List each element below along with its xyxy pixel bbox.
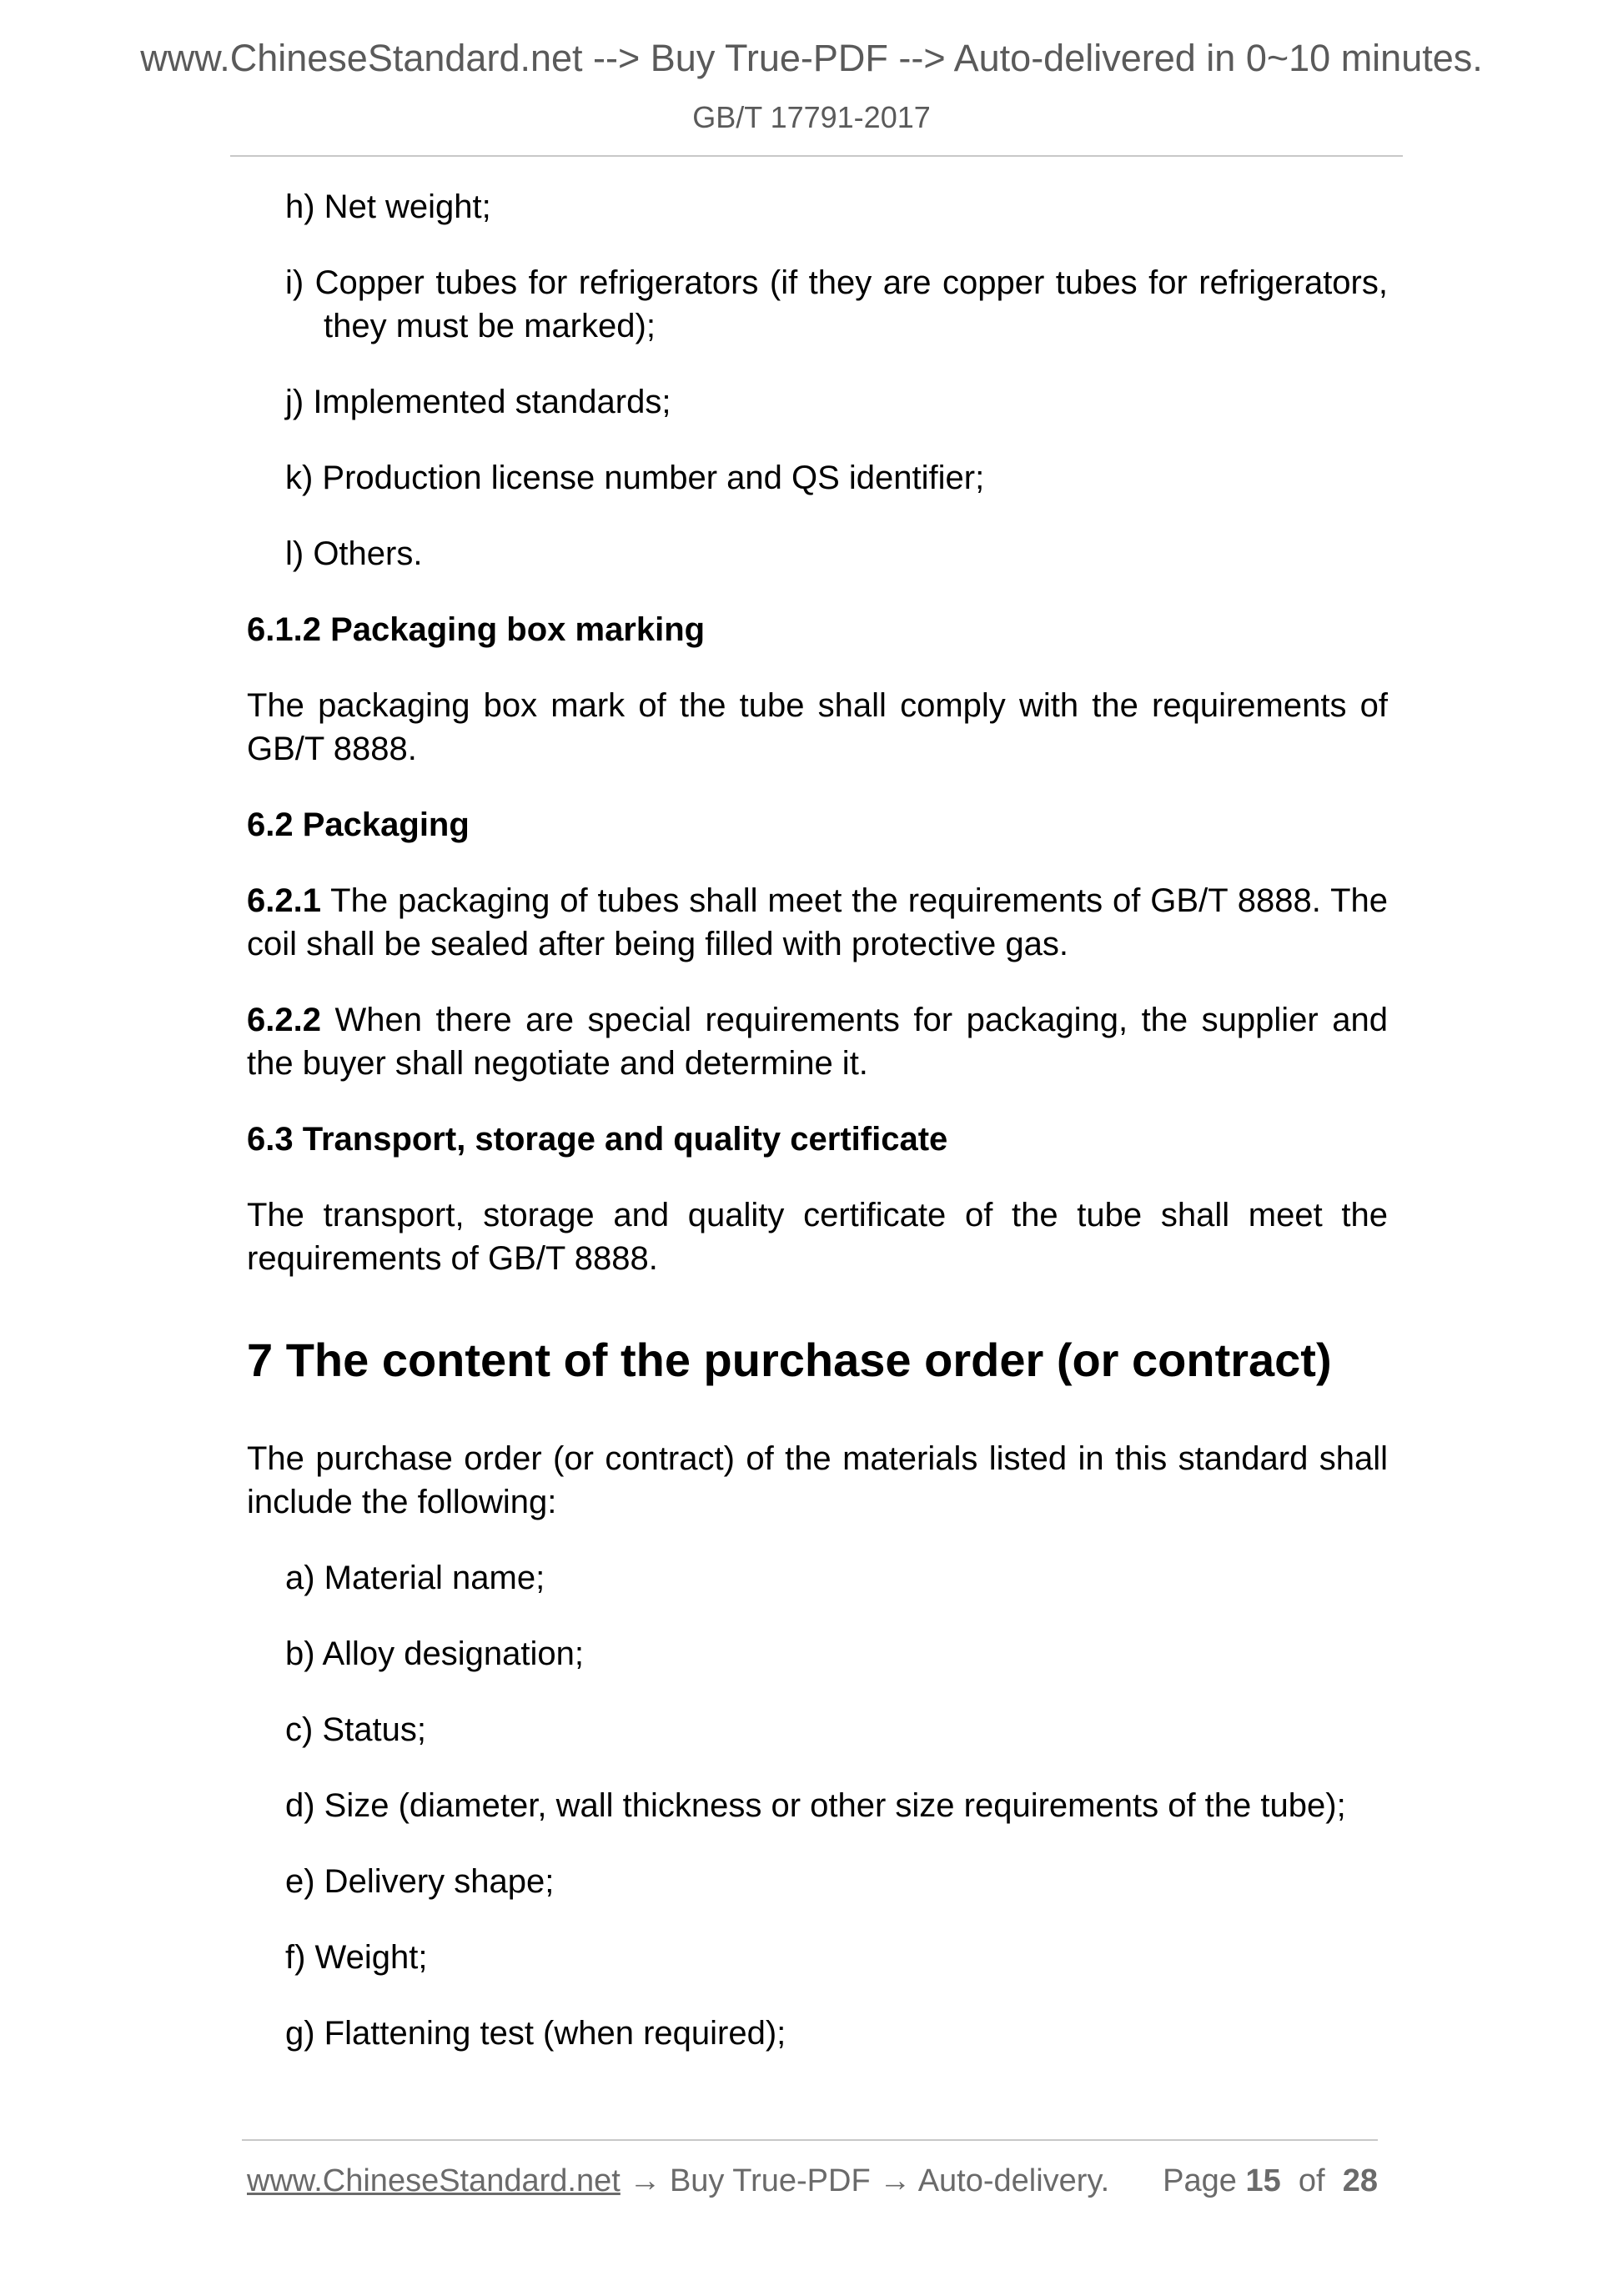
list-item: e) Delivery shape;	[285, 1863, 555, 1900]
list-item: d) Size (diameter, wall thickness or other size requirements of the tube);	[285, 1787, 1346, 1824]
list-item: h) Net weight;	[285, 188, 491, 225]
clause-number: 6.2.1	[247, 882, 321, 919]
clause-text: The packaging of tubes shall meet the requirements of GB/T 8888. The coil shall be sealed after being filled with protective gas.	[247, 882, 1388, 962]
clause-number: 6.2.2	[247, 1002, 321, 1038]
total-pages: 28	[1342, 2163, 1378, 2198]
page-content	[247, 185, 1388, 2088]
list-item: f) Weight;	[285, 1939, 428, 1976]
site-banner: www.ChineseStandard.net --> Buy True-PDF --> Auto-delivered in 0~10 minutes.	[140, 37, 1483, 79]
standard-code: GB/T 17791-2017	[692, 100, 931, 134]
clause-text: When there are special requirements for packaging, the supplier and the buyer shall negotiate and determine it.	[247, 1002, 1388, 1082]
paragraph-6-1-2: The packaging box mark of the tube shall comply with the requirements of GB/T 8888.	[247, 687, 1388, 767]
list-item: c) Status;	[285, 1711, 426, 1748]
list-item: k) Production license number and QS identifier;	[285, 460, 985, 496]
list-item: a) Material name;	[285, 1560, 545, 1596]
page-label: Page	[1163, 2163, 1237, 2198]
paragraph-7: The purchase order (or contract) of the materials listed in this standard shall include the following:	[247, 1440, 1388, 1520]
section-heading-6-3: 6.3 Transport, storage and quality certificate	[247, 1121, 948, 1158]
clause-heading-7: 7 The content of the purchase order (or contract)	[247, 1334, 1332, 1386]
header-divider	[230, 155, 1403, 157]
page-number: 15	[1245, 2163, 1281, 2198]
list-item: g) Flattening test (when required);	[285, 2015, 786, 2052]
list-item: j) Implemented standards;	[285, 384, 671, 420]
paragraph-6-2-2	[247, 998, 1388, 1085]
footer-divider	[242, 2139, 1378, 2141]
list-item: i) Copper tubes for refrigerators (if they are copper tubes for refrigerators, they must be marked);	[285, 264, 1388, 344]
paragraph-6-2-1	[247, 879, 1388, 966]
list-item: l) Others.	[285, 535, 423, 572]
page-indicator	[1163, 2161, 1378, 2201]
list-item: b) Alloy designation;	[285, 1635, 585, 1672]
paragraph-6-3: The transport, storage and quality certificate of the tube shall meet the requirements of GB/T 8888.	[247, 1197, 1388, 1277]
of-label: of	[1298, 2163, 1325, 2198]
footer-site-link[interactable]: www.ChineseStandard.net	[247, 2163, 621, 2198]
footer-tagline: → Buy True-PDF → Auto-delivery.	[620, 2163, 1110, 2198]
section-heading-6-2: 6.2 Packaging	[247, 806, 470, 843]
page-footer	[247, 2161, 1378, 2201]
section-heading-6-1-2: 6.1.2 Packaging box marking	[247, 611, 706, 648]
